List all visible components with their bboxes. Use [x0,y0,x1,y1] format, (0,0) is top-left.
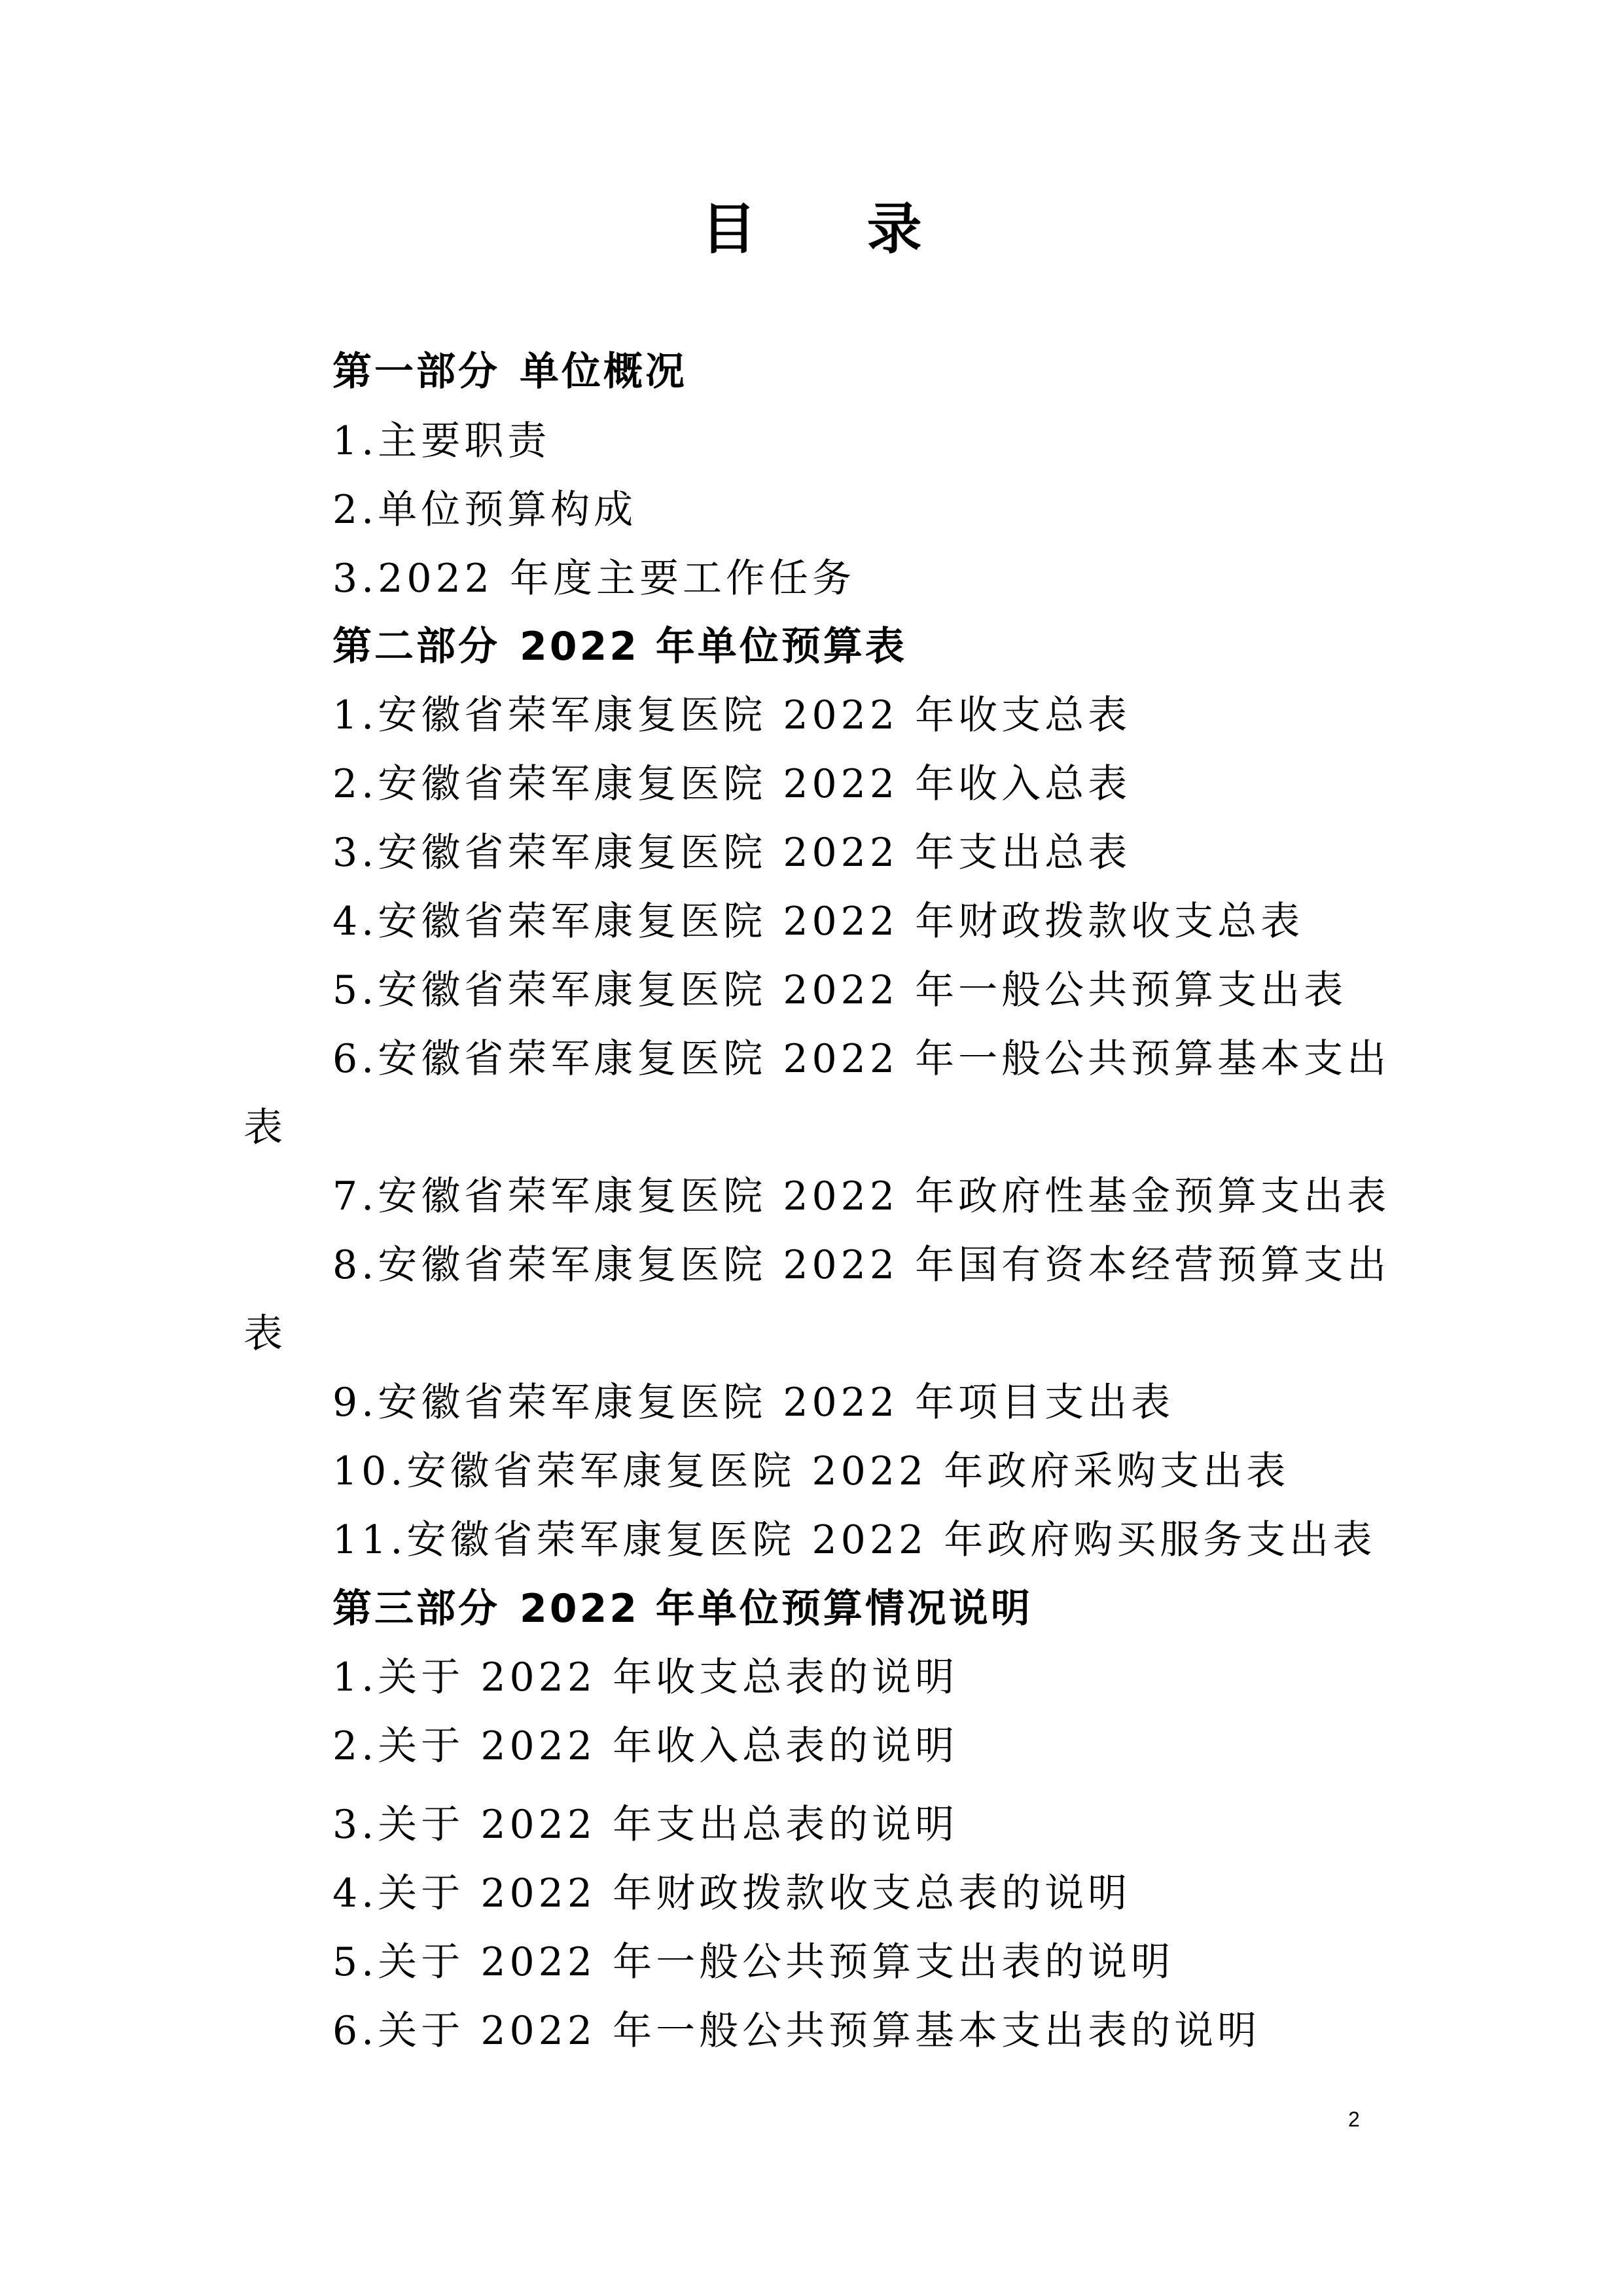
toc-part-heading[interactable] [332,620,907,673]
toc-part-label: 第一部分 [332,349,500,395]
toc-item[interactable]: 1.主要职责 [332,418,551,464]
toc-part-title: 2022 年单位预算表 [520,624,907,670]
toc-part-title: 单位概况 [520,349,687,395]
toc-item[interactable]: 5.关于 2022 年一般公共预算支出表的说明 [332,1939,1175,1985]
toc-part-heading[interactable] [332,1583,1033,1635]
toc-item-continuation[interactable]: 表 [243,1311,287,1357]
page-number: 2 [1348,2108,1360,2131]
toc-item[interactable]: 10.安徽省荣军康复医院 2022 年政府采购支出表 [332,1448,1290,1494]
toc-item[interactable]: 4.关于 2022 年财政拨款收支总表的说明 [332,1871,1132,1916]
toc-item[interactable]: 11.安徽省荣军康复医院 2022 年政府购买服务支出表 [332,1517,1376,1563]
toc-item[interactable]: 1.安徽省荣军康复医院 2022 年收支总表 [332,692,1132,738]
toc-item[interactable]: 5.安徽省荣军康复医院 2022 年一般公共预算支出表 [332,967,1347,1013]
toc-item[interactable]: 3.关于 2022 年支出总表的说明 [332,1802,959,1848]
toc-part-label: 第二部分 [332,624,500,670]
toc-item[interactable]: 9.安徽省荣军康复医院 2022 年项目支出表 [332,1380,1175,1426]
toc-item[interactable]: 3.2022 年度主要工作任务 [332,556,856,601]
toc-item[interactable]: 3.安徽省荣军康复医院 2022 年支出总表 [332,830,1132,876]
toc-item-continuation[interactable]: 表 [243,1105,287,1151]
toc-item[interactable]: 6.关于 2022 年一般公共预算基本支出表的说明 [332,2008,1261,2054]
toc-part-title: 2022 年单位预算情况说明 [520,1586,1033,1632]
toc-item[interactable]: 7.安徽省荣军康复医院 2022 年政府性基金预算支出表 [332,1174,1391,1219]
toc-item[interactable]: 2.安徽省荣军康复医院 2022 年收入总表 [332,761,1132,807]
toc-part-heading[interactable] [332,346,687,398]
toc-item[interactable]: 1.关于 2022 年收支总表的说明 [332,1655,959,1700]
toc-item[interactable]: 2.关于 2022 年收入总表的说明 [332,1723,959,1769]
toc-item[interactable]: 8.安徽省荣军康复医院 2022 年国有资本经营预算支出 [332,1242,1391,1288]
toc-item[interactable]: 2.单位预算构成 [332,487,637,533]
toc-item[interactable]: 6.安徽省荣军康复医院 2022 年一般公共预算基本支出 [332,1036,1391,1082]
toc-item[interactable]: 4.安徽省荣军康复医院 2022 年财政拨款收支总表 [332,899,1304,944]
page-title: 目 录 [701,197,968,261]
toc-part-label: 第三部分 [332,1586,500,1632]
